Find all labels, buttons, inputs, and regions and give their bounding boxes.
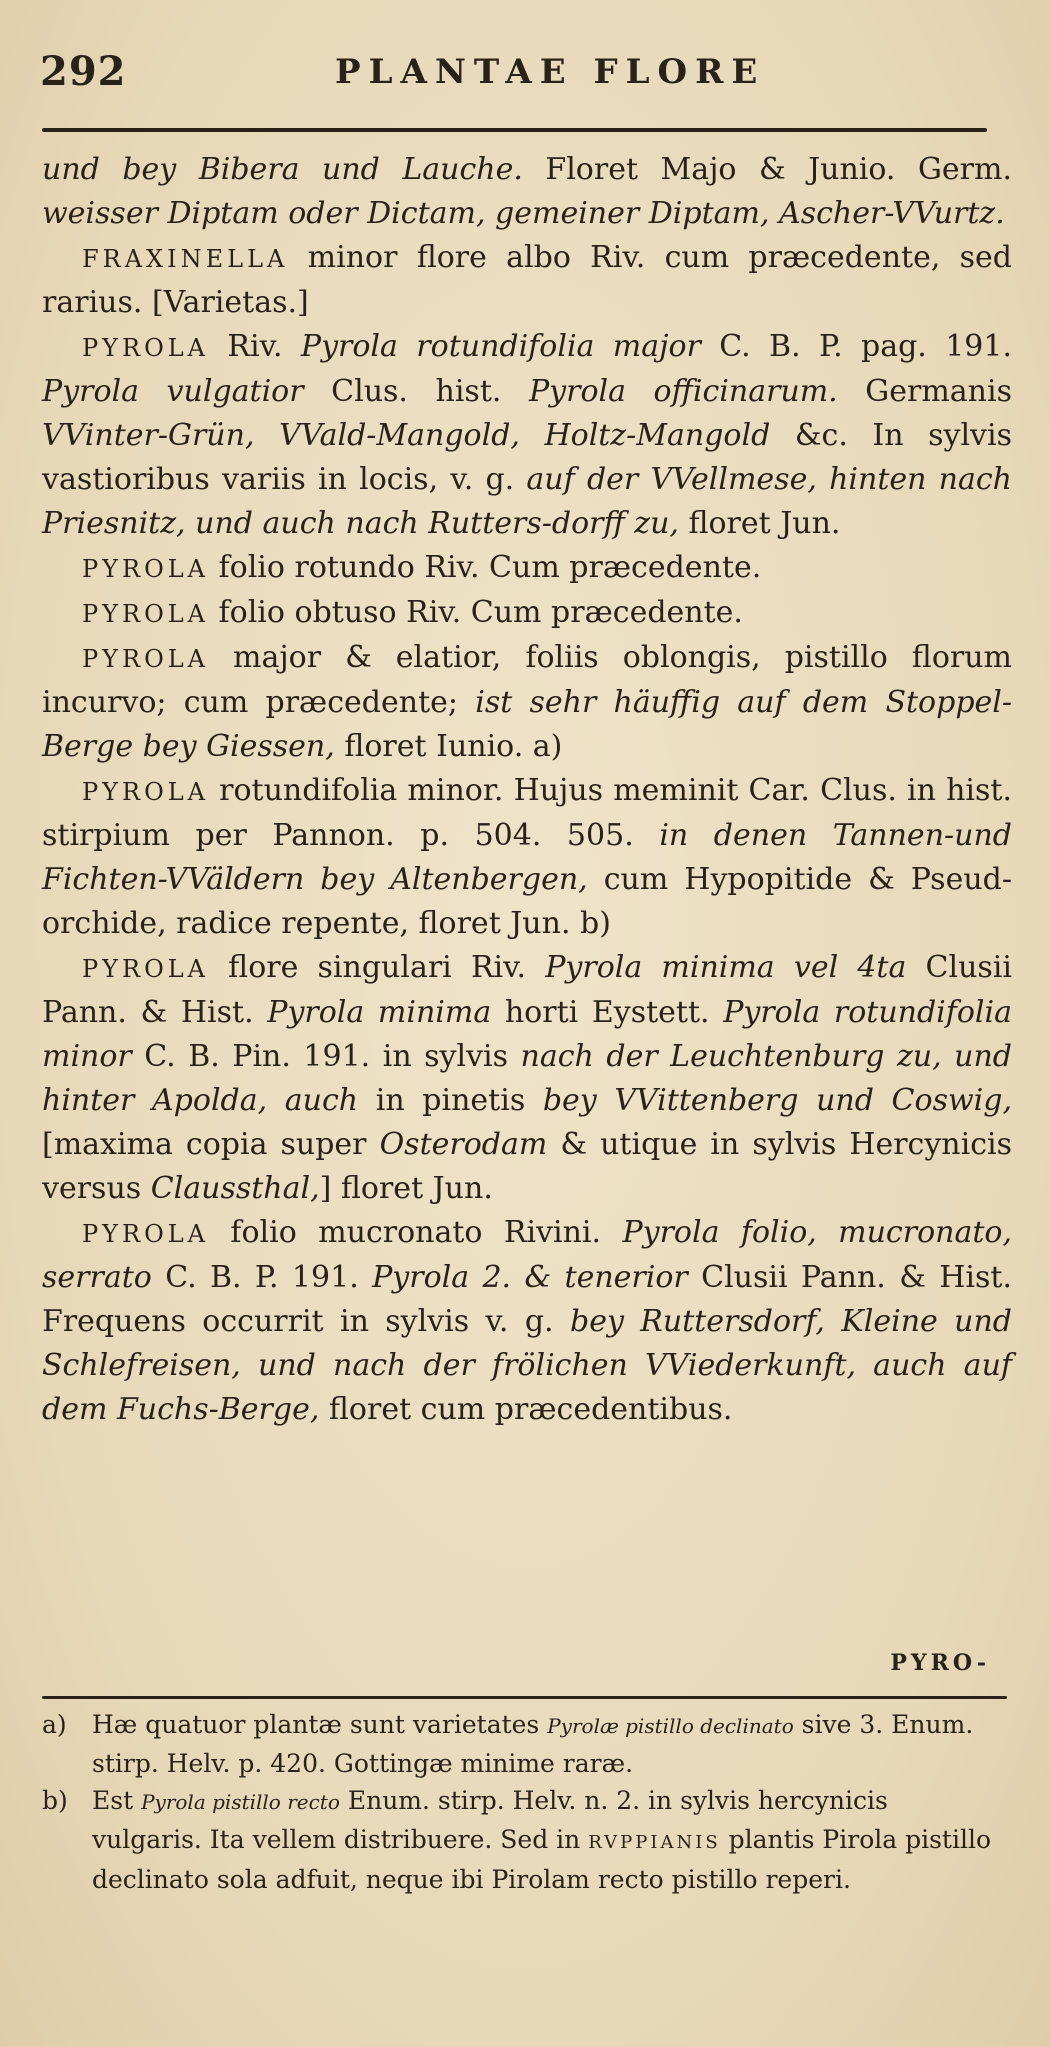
roman-text: in pinetis [358,1083,543,1118]
text-entry [42,636,1012,769]
roman-text: Clus. hist. [303,374,529,409]
roman-text: &c. In sylvis vastioribus variis in locis, v. g. [42,418,1012,497]
roman-text: folio obtuso Riv. Cum præcedente. [209,595,743,630]
running-title: PLANTAE FLORE [335,52,766,92]
roman-text: Est [92,1786,142,1815]
roman-text: folio rotundo Riv. Cum præcedente. [209,550,762,585]
roman-text: Enum. stirp. Helv. n. 2. in sylvis hercynicis vulgaris. Ita vellem distribuere. Sed in [92,1786,888,1854]
roman-text: Hæ quatuor plantæ sunt varietates [92,1710,548,1739]
roman-text: horti Eystett. [491,995,724,1030]
roman-text: C. B. P. 191. [151,1260,373,1295]
italic-text: Pyrola 2. & tenerior [372,1260,688,1295]
roman-text: ] floret Jun. [319,1171,493,1206]
roman-text: plantis Pirola pistillo declinato sola adfuit, neque ibi Pirolam recto pistillo reperi. [92,1825,992,1894]
header-rule [42,128,987,132]
text-entry [42,1211,1012,1432]
roman-text: [maxima copia super [42,1127,380,1162]
roman-text: Riv. [209,329,301,364]
text-entry [42,591,1012,636]
italic-text: Pyrola pistillo recto [141,1790,340,1814]
roman-text: Floret Majo & Junio. Germ. [522,152,1012,187]
italic-text: in denen Tannen-und Fichten-VVäldern bey Altenbergen, [42,818,1012,897]
catchword: PYRO- [890,1650,990,1676]
text-entry [42,546,1012,591]
footnote [42,1782,1002,1898]
text-entry [42,325,1012,546]
text-entry [42,236,1012,325]
roman-text: floret Iunio. a) [334,729,563,764]
entry-lead-word: PYROLA [82,600,210,628]
roman-text: rotundifolia minor. Hujus meminit Car. Clus. in hist. stirpium per Pannon. p. 504. 505. [42,773,1012,853]
entry-lead-word: PYROLA [82,334,210,362]
roman-text: Clusii Pann. & Hist. [42,950,1012,1030]
italic-text: ist sehr häuffig auf dem Stoppel-Berge bey Giessen, [42,685,1013,764]
footnote-rule [42,1696,1007,1699]
roman-text: & utique in sylvis Hercynicis versus [42,1127,1012,1206]
italic-text: Pyrola minima [267,995,492,1030]
entry-lead-word: PYROLA [82,955,210,983]
roman-text: C. B. Pin. 191. in sylvis [131,1039,521,1074]
roman-text: Clusii Pann. & Hist. Frequens occurrit in sylvis v. g. [42,1260,1012,1339]
italic-text: Pyrolæ pistillo declinato [547,1714,794,1738]
footnote-label: b) [42,1786,68,1815]
italic-text: und bey Bibera und Lauche. [42,152,523,187]
italic-text: nach der Leuchtenburg zu, und hinter Apolda, auch [42,1039,1013,1118]
italic-text: Pyrola rotundifolia major [300,329,701,364]
roman-text: Germanis [837,374,1012,409]
small-caps-text: RVPPIANIS [588,1832,721,1853]
italic-text: Claussthal, [150,1171,320,1206]
italic-text: bey Ruttersdorf, Kleine und Schlefreisen, und nach der frölichen VViederkunft, auch auf dem Fuchs-Berge, [42,1304,1013,1427]
italic-text: bey VVittenberg und Coswig, [542,1083,1012,1118]
footnotes [42,1706,1002,1898]
roman-text: minor flore albo Riv. cum præcedente, sed rarius. [Varietas.] [42,240,1012,320]
italic-text: VVinter-Grün, VVald-Mangold, Holtz-Mangold [42,418,771,453]
italic-text: Pyrola officinarum. [528,374,838,409]
roman-text: cum Hypopitide & Pseud-orchide, radice repente, floret Jun. b) [42,862,1012,941]
entry-lead-word: PYROLA [82,1220,210,1248]
entry-lead-word: PYROLA [82,645,210,673]
italic-text: Osterodam [379,1127,548,1162]
text-entry [42,946,1012,1211]
entry-lead-word: PYROLA [82,555,210,583]
roman-text: major & elatior, foliis oblongis, pistillo florum incurvo; cum præcedente; [42,640,1012,720]
footnote-label: a) [42,1710,67,1739]
footnote [42,1706,1002,1782]
roman-text: floret Jun. [678,506,841,541]
text-entry [42,148,1012,236]
roman-text: flore singulari Riv. [209,950,546,985]
roman-text: folio mucronato Rivini. [209,1215,623,1250]
italic-text: weisser Diptam oder Dictam, gemeiner Diptam, Ascher-VVurtz. [42,196,1005,231]
entry-lead-word: FRAXINELLA [82,245,289,273]
italic-text: Pyrola folio, mucronato, serrato [42,1215,1012,1295]
main-text [42,148,1012,1432]
roman-text: floret cum præcedentibus. [319,1392,733,1427]
text-entry [42,769,1012,946]
italic-text: auf der VVellmese, hinten nach Priesnitz, und auch nach Rutters-dorff zu, [42,462,1012,541]
roman-text: C. B. P. pag. 191. [700,329,1013,364]
italic-text: Pyrola rotundifolia minor [42,995,1012,1074]
page-header [40,48,1000,108]
roman-text: sive 3. Enum. stirp. Helv. p. 420. Gottingæ minime raræ. [92,1710,974,1778]
page-number: 292 [40,48,127,95]
entry-lead-word: PYROLA [82,778,210,806]
italic-text: Pyrola minima vel 4ta [545,950,907,985]
italic-text: Pyrola vulgatior [42,374,304,409]
